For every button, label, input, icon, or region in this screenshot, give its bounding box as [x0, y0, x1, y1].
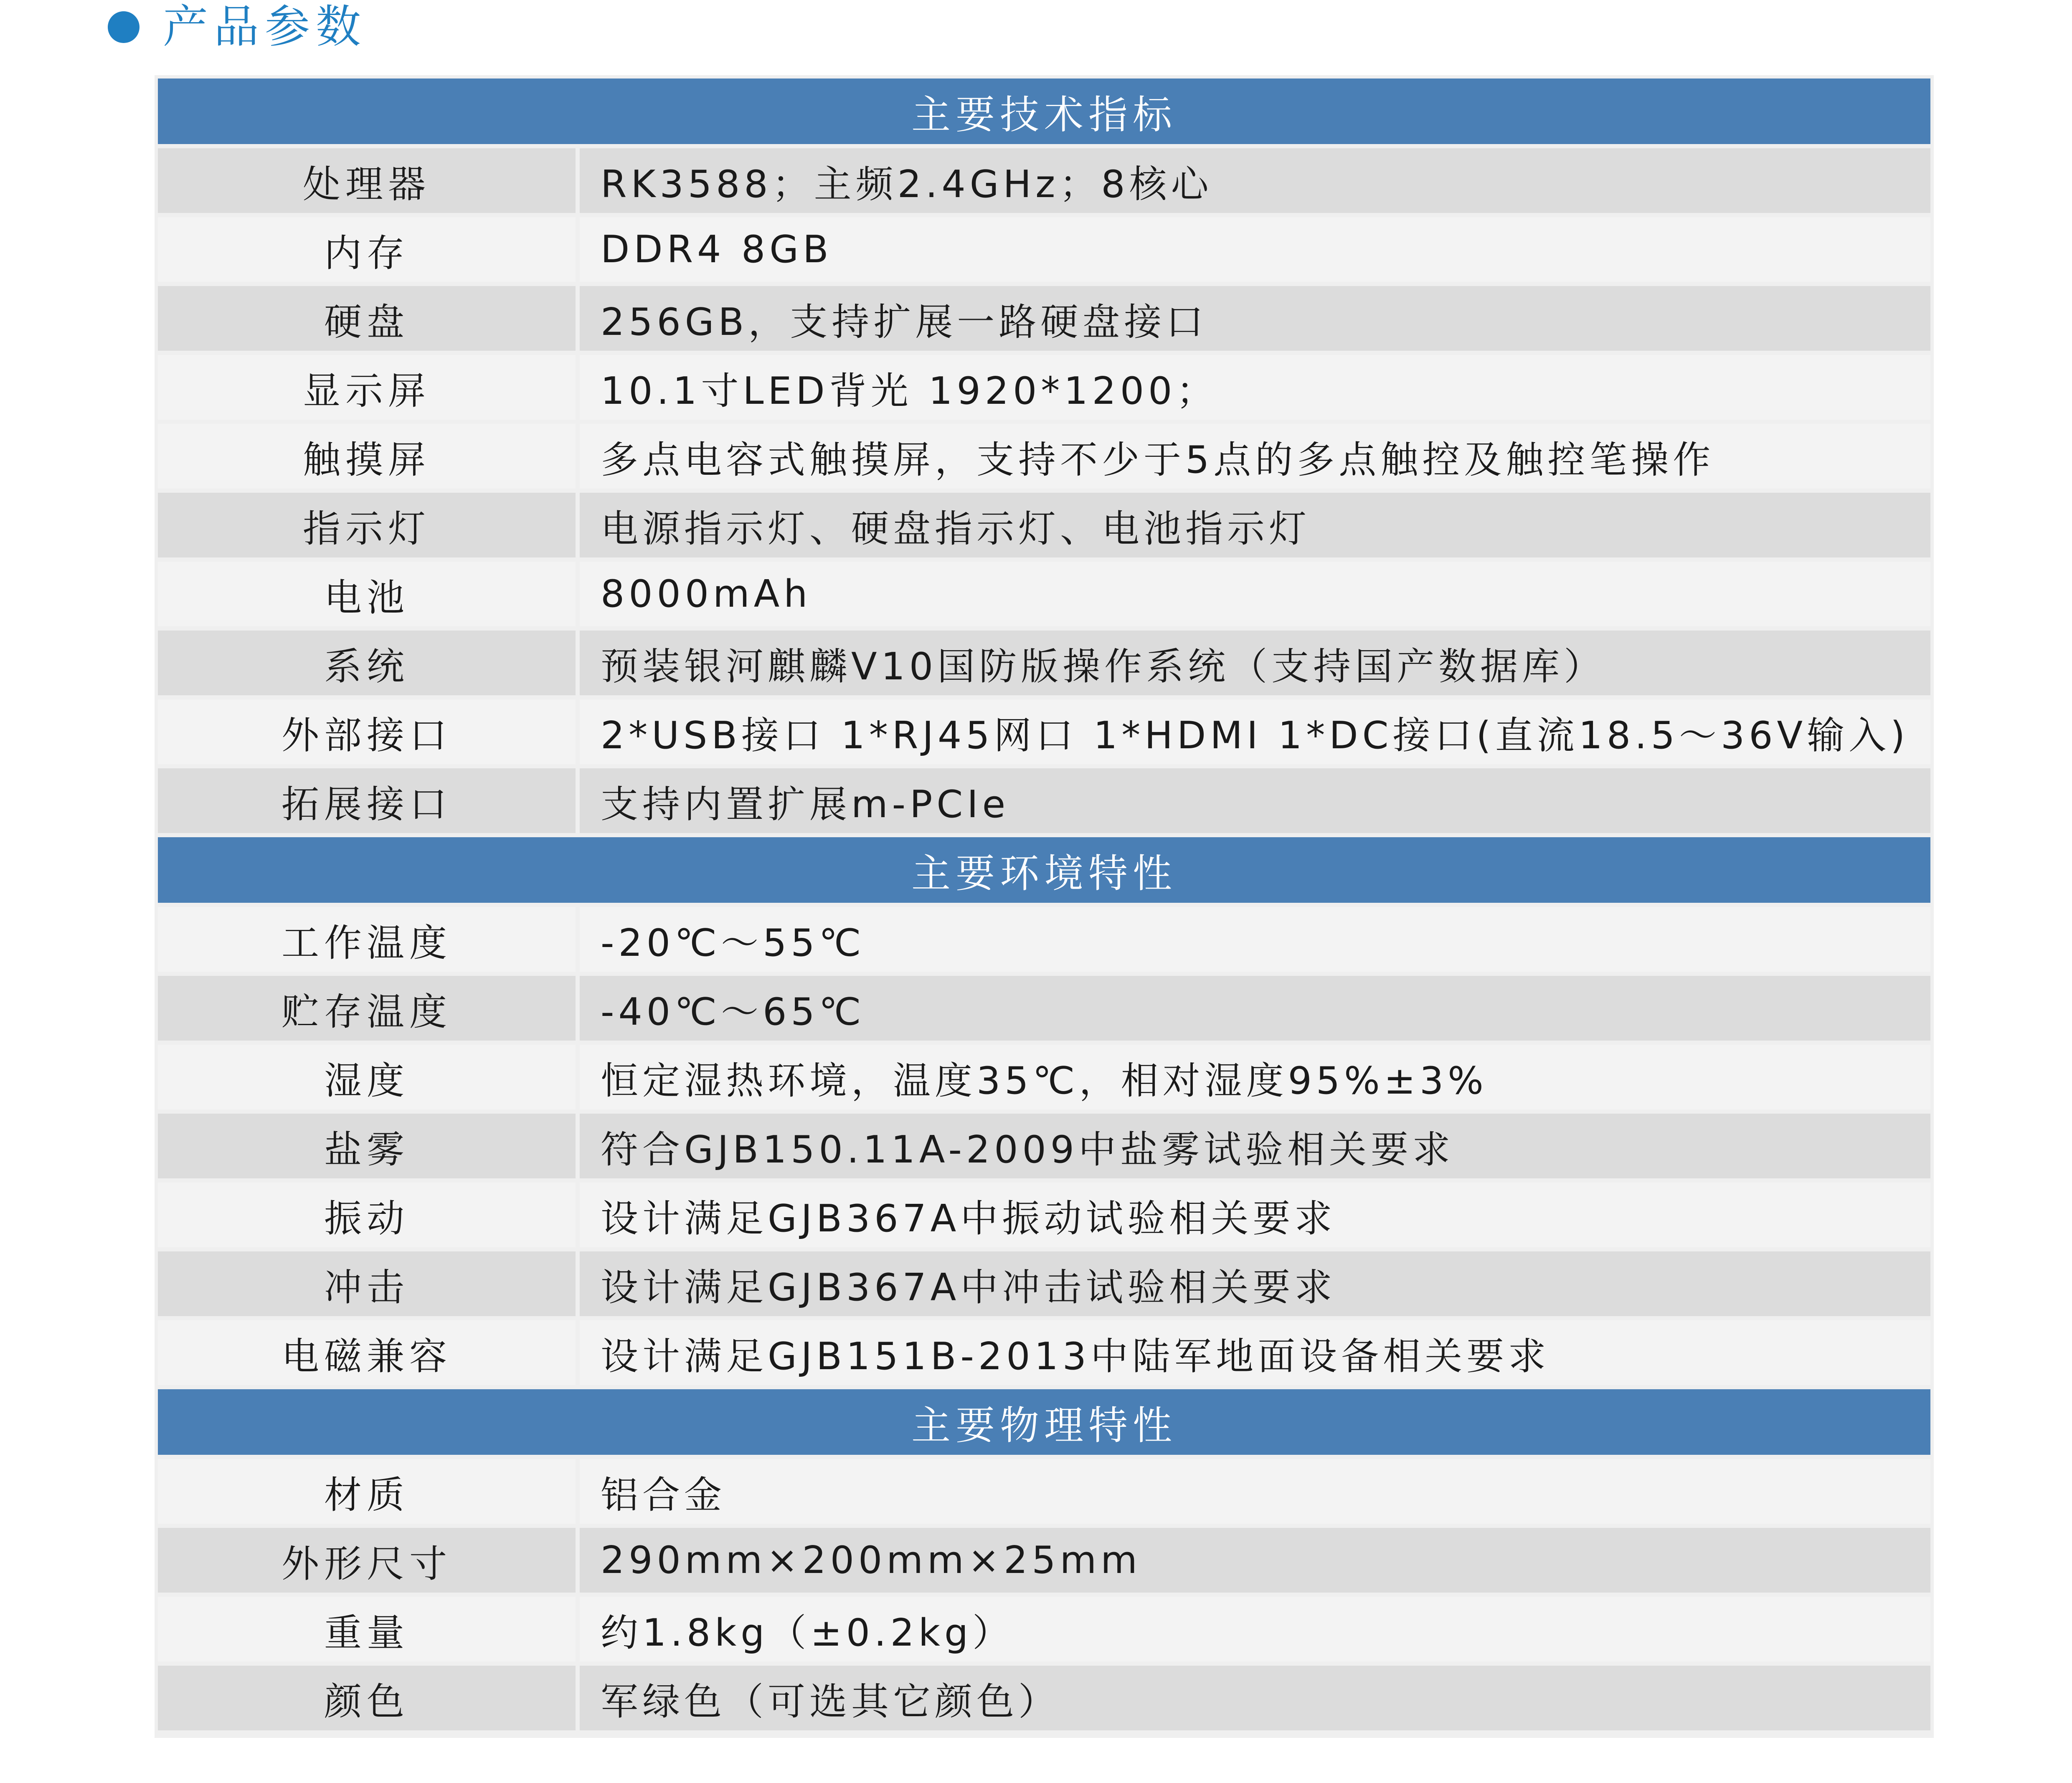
row-value: 多点电容式触摸屏，支持不少于5点的多点触控及触控笔操作 [580, 424, 1930, 489]
table-row [158, 1114, 1930, 1178]
row-value: 8000mAh [580, 562, 1930, 626]
row-value: 290mm×200mm×25mm [580, 1528, 1930, 1593]
table-row [158, 768, 1930, 833]
row-label: 冲击 [158, 1251, 576, 1316]
row-value: 设计满足GJB367A中振动试验相关要求 [580, 1183, 1930, 1247]
row-value: 恒定湿热环境，温度35℃，相对湿度95%±3% [580, 1045, 1930, 1109]
row-label: 贮存温度 [158, 976, 576, 1041]
row-label: 重量 [158, 1597, 576, 1661]
page-title: 产品参数 [163, 1, 367, 53]
table-row [158, 976, 1930, 1041]
spec-table [155, 75, 1934, 1738]
table-row [158, 562, 1930, 626]
row-label: 外部接口 [158, 699, 576, 764]
row-label: 内存 [158, 217, 576, 282]
table-row [158, 1183, 1930, 1247]
row-label: 拓展接口 [158, 768, 576, 833]
table-row [158, 1045, 1930, 1109]
table-row [158, 1251, 1930, 1316]
row-label: 工作温度 [158, 907, 576, 972]
row-value: RK3588；主频2.4GHz；8核心 [580, 148, 1930, 213]
row-label: 系统 [158, 631, 576, 695]
row-value: 约1.8kg（±0.2kg） [580, 1597, 1930, 1661]
table-row [158, 1320, 1930, 1385]
table-row [158, 907, 1930, 972]
row-value: -40℃～65℃ [580, 976, 1930, 1041]
table-row [158, 1459, 1930, 1524]
row-label: 外形尺寸 [158, 1528, 576, 1593]
section-header-physical: 主要物理特性 [158, 1389, 1930, 1455]
row-value: 设计满足GJB151B-2013中陆军地面设备相关要求 [580, 1320, 1930, 1385]
table-row [158, 355, 1930, 420]
table-row [158, 148, 1930, 213]
row-label: 显示屏 [158, 355, 576, 420]
table-row [158, 1666, 1930, 1730]
row-value: 支持内置扩展m-PCIe [580, 768, 1930, 833]
row-label: 电磁兼容 [158, 1320, 576, 1385]
table-row [158, 217, 1930, 282]
row-value: 铝合金 [580, 1459, 1930, 1524]
table-row [158, 1528, 1930, 1593]
table-row [158, 424, 1930, 489]
row-value: -20℃～55℃ [580, 907, 1930, 972]
table-row [158, 286, 1930, 351]
row-label: 处理器 [158, 148, 576, 213]
bullet-dot-icon [108, 11, 139, 43]
row-value: 符合GJB150.11A-2009中盐雾试验相关要求 [580, 1114, 1930, 1178]
row-label: 振动 [158, 1183, 576, 1247]
table-row [158, 1597, 1930, 1661]
table-row [158, 699, 1930, 764]
row-label: 指示灯 [158, 493, 576, 557]
row-label: 湿度 [158, 1045, 576, 1109]
table-row [158, 631, 1930, 695]
row-value: 电源指示灯、硬盘指示灯、电池指示灯 [580, 493, 1930, 557]
row-label: 材质 [158, 1459, 576, 1524]
row-value: 256GB，支持扩展一路硬盘接口 [580, 286, 1930, 351]
row-value: DDR4 8GB [580, 217, 1930, 282]
row-label: 盐雾 [158, 1114, 576, 1178]
row-label: 硬盘 [158, 286, 576, 351]
row-label: 电池 [158, 562, 576, 626]
row-value: 军绿色（可选其它颜色） [580, 1666, 1930, 1730]
table-row [158, 493, 1930, 557]
row-value: 预装银河麒麟V10国防版操作系统（支持国产数据库） [580, 631, 1930, 695]
row-value: 10.1寸LED背光 1920*1200； [580, 355, 1930, 420]
row-value: 设计满足GJB367A中冲击试验相关要求 [580, 1251, 1930, 1316]
row-label: 颜色 [158, 1666, 576, 1730]
row-label: 触摸屏 [158, 424, 576, 489]
section-header-tech: 主要技术指标 [158, 79, 1930, 144]
page-heading [108, 0, 367, 54]
row-value: 2*USB接口 1*RJ45网口 1*HDMI 1*DC接口(直流18.5～36V输入) [580, 699, 1930, 764]
section-header-environment: 主要环境特性 [158, 837, 1930, 903]
